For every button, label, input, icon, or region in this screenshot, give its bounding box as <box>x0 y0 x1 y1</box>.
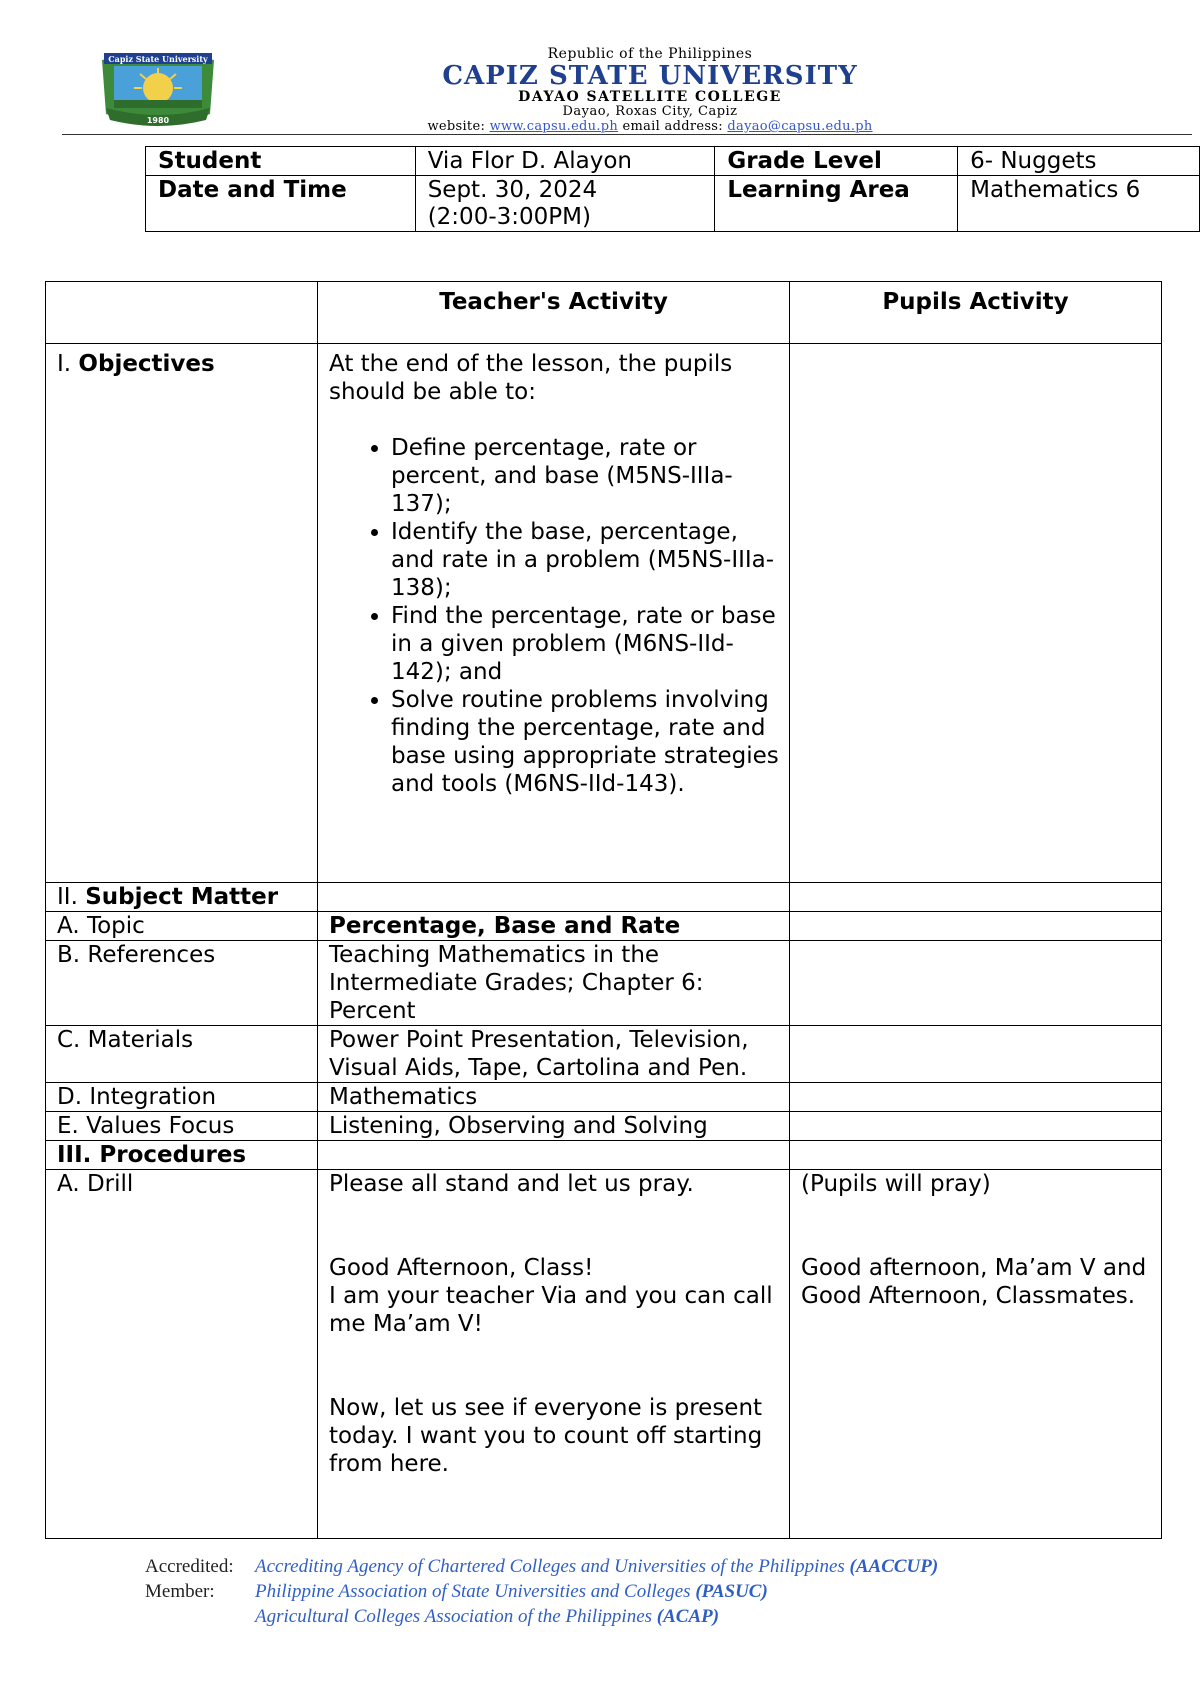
procedures-label: III. Procedures <box>46 1141 318 1170</box>
integration-label: D. Integration <box>46 1083 318 1112</box>
objective-item: • Find the percentage, rate or base in a given problem (M6NS-IId-142); and <box>391 602 779 686</box>
pupil-line: Good afternoon, Ma’am V and Good Afternoon, Classmates. <box>801 1255 1147 1309</box>
college-address: Dayao, Roxas City, Capiz <box>562 104 738 119</box>
objectives-pupils-cell <box>790 344 1162 883</box>
university-logo <box>92 50 224 128</box>
college-name: DAYAO SATELLITE COLLEGE <box>518 89 782 105</box>
objectives-label: Objectives <box>78 351 215 377</box>
objectives-row <box>46 344 1162 883</box>
learning-area: Mathematics 6 <box>958 176 1200 232</box>
subject-matter-label-cell <box>46 883 318 912</box>
materials-value: Power Point Presentation, Television, Visual Aids, Tape, Cartolina and Pen. <box>318 1026 790 1083</box>
accredited-row <box>145 1554 938 1579</box>
procedures-row <box>46 1141 1162 1170</box>
drill-teacher-cell <box>318 1170 790 1539</box>
university-name: CAPIZ STATE UNIVERSITY <box>442 61 858 91</box>
integration-row <box>46 1083 1162 1112</box>
objective-item: • Solve routine problems involving finding the percentage, rate and base using appropriate strategies and tools (M6NS-IId-143). <box>391 686 779 798</box>
drill-label: A. Drill <box>46 1170 318 1539</box>
lesson-plan-table <box>45 281 1162 1539</box>
teacher-line: Good Afternoon, Class! <box>329 1255 594 1281</box>
student-label: Student <box>146 147 416 176</box>
teacher-line: Please all stand and let us pray. <box>329 1171 694 1197</box>
empty-cell <box>790 1083 1162 1112</box>
date: Sept. 30, 2024 <box>427 177 598 203</box>
empty-cell <box>790 1112 1162 1141</box>
logo-text: Capiz State University <box>108 54 208 64</box>
empty-cell <box>318 1141 790 1170</box>
date-time <box>415 176 715 232</box>
info-row <box>146 147 1200 176</box>
topic-row <box>46 912 1162 941</box>
objectives-list <box>329 434 779 798</box>
email-label: email address: <box>622 119 723 134</box>
drill-row <box>46 1170 1162 1539</box>
email-link[interactable]: dayao@capsu.edu.ph <box>727 119 873 134</box>
header-row <box>46 282 1162 344</box>
values-focus-value: Listening, Observing and Solving <box>318 1112 790 1141</box>
info-table <box>145 146 1200 232</box>
values-focus-label: E. Values Focus <box>46 1112 318 1141</box>
objective-item: • Identify the base, percentage, and rate in a problem (M5NS-IIIa-138); <box>391 518 779 602</box>
website-label: website: <box>427 119 486 134</box>
values-focus-row <box>46 1112 1162 1141</box>
subject-matter-number: II. <box>57 884 78 910</box>
subject-matter-label: Subject Matter <box>85 884 279 910</box>
topic-value: Percentage, Base and Rate <box>318 912 790 941</box>
empty-cell <box>790 1141 1162 1170</box>
references-value: Teaching Mathematics in the Intermediate Grades; Chapter 6: Percent <box>318 941 790 1026</box>
info-row <box>146 176 1200 232</box>
empty-cell <box>790 883 1162 912</box>
time: (2:00-3:00PM) <box>427 204 591 230</box>
member-value: Philippine Association of State Universities and Colleges (PASUC) <box>255 1581 768 1602</box>
accreditation-footer <box>145 1554 938 1629</box>
teacher-activity-header: Teacher's Activity <box>318 282 790 344</box>
website-link[interactable]: www.capsu.edu.ph <box>489 119 619 134</box>
accredited-label: Accredited: <box>145 1556 234 1577</box>
empty-cell <box>790 912 1162 941</box>
empty-cell <box>790 1026 1162 1083</box>
member-value: Agricultural Colleges Association of the Philippines (ACAP) <box>255 1606 720 1627</box>
references-row <box>46 941 1162 1026</box>
grade-level: 6- Nuggets <box>958 147 1200 176</box>
area-label: Learning Area <box>715 176 958 232</box>
member-row <box>145 1579 938 1604</box>
materials-row <box>46 1026 1162 1083</box>
grade-label: Grade Level <box>715 147 958 176</box>
student-name: Via Flor D. Alayon <box>415 147 715 176</box>
accredited-value: Accrediting Agency of Chartered Colleges and Universities of the Philippines (AACCUP) <box>255 1556 939 1577</box>
teacher-line: I am your teacher Via and you can call me Ma’am V! <box>329 1283 773 1337</box>
subject-matter-row <box>46 883 1162 912</box>
pupils-activity-header: Pupils Activity <box>790 282 1162 344</box>
logo-year: 1980 <box>146 116 170 125</box>
header-divider <box>62 134 1192 135</box>
blank-header <box>46 282 318 344</box>
objectives-label-cell <box>46 344 318 883</box>
materials-label: C. Materials <box>46 1026 318 1083</box>
member-row <box>145 1604 938 1629</box>
date-label: Date and Time <box>146 176 416 232</box>
member-label-spacer <box>145 1604 255 1629</box>
references-label: B. References <box>46 941 318 1026</box>
empty-cell <box>318 883 790 912</box>
contact-line <box>300 119 1000 135</box>
teacher-line: Now, let us see if everyone is present today. I want you to count off starting from here. <box>329 1395 763 1477</box>
drill-pupils-cell <box>790 1170 1162 1539</box>
republic-line: Republic of the Philippines <box>547 46 753 62</box>
objectives-number: I. <box>57 351 72 377</box>
objectives-content <box>318 344 790 883</box>
pupil-line: (Pupils will pray) <box>801 1171 991 1197</box>
letterhead <box>300 46 1000 135</box>
member-label: Member: <box>145 1581 215 1602</box>
objectives-intro: At the end of the lesson, the pupils should be able to: <box>329 351 733 405</box>
empty-cell <box>790 941 1162 1026</box>
integration-value: Mathematics <box>318 1083 790 1112</box>
objective-item: • Define percentage, rate or percent, and base (M5NS-IIIa-137); <box>391 434 779 518</box>
topic-label: A. Topic <box>46 912 318 941</box>
